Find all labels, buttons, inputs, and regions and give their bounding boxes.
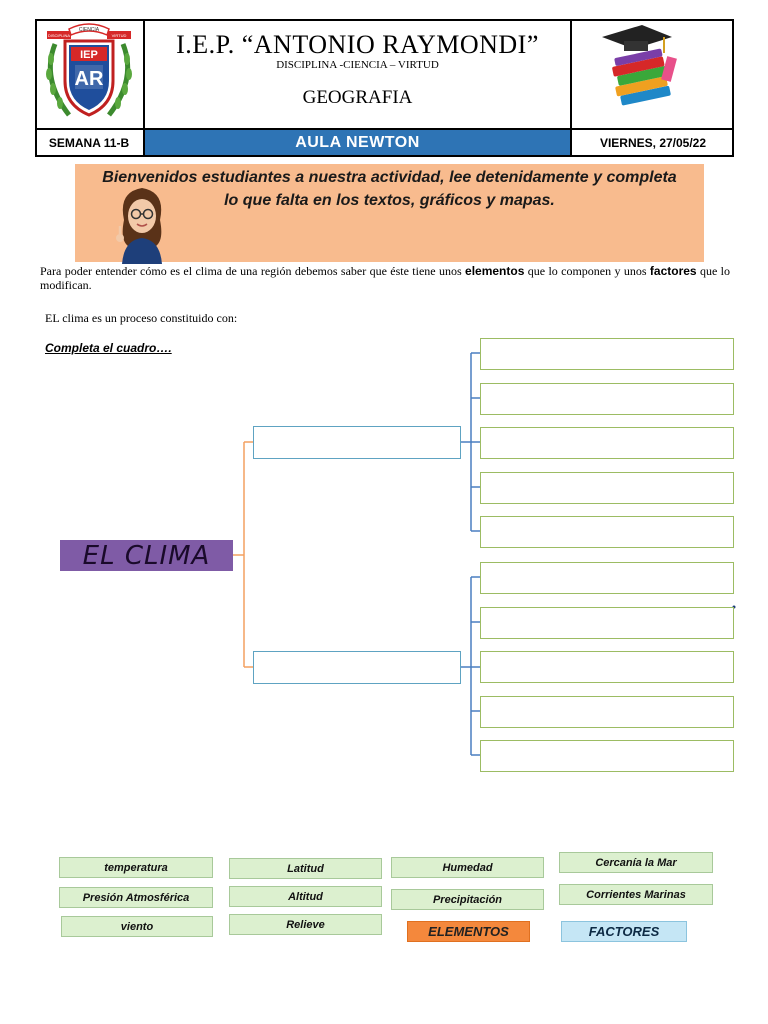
factor-answer-box-5[interactable] — [480, 740, 734, 772]
week-label: SEMANA 11-B — [35, 128, 145, 157]
factor-answer-box-1[interactable] — [480, 562, 734, 594]
elementos-label: ELEMENTOS — [407, 921, 530, 942]
word-chip[interactable]: Relieve — [229, 914, 382, 935]
subject-title: GEOGRAFIA — [302, 87, 413, 108]
factor-answer-box-4[interactable] — [480, 696, 734, 728]
word-chip[interactable]: Latitud — [229, 858, 382, 879]
word-chip[interactable]: Precipitación — [391, 889, 544, 910]
welcome-line-2: lo que falta en los textos, gráficos y mapas. — [224, 192, 555, 209]
word-chip[interactable]: viento — [61, 916, 213, 937]
climate-root-node: EL CLIMA — [60, 540, 233, 571]
word-chip[interactable]: temperatura — [59, 857, 213, 878]
factores-label: FACTORES — [561, 921, 687, 942]
school-motto: DISCIPLINA -CIENCIA – VIRTUD — [276, 59, 439, 71]
elemento-answer-box-4[interactable] — [480, 472, 734, 504]
svg-text:CIENCIA: CIENCIA — [78, 27, 100, 33]
word-chip[interactable]: Presión Atmosférica — [59, 887, 213, 908]
classroom-label: AULA NEWTON — [145, 130, 570, 155]
elementos-answer-box[interactable] — [253, 426, 461, 459]
factor-answer-box-3[interactable] — [480, 651, 734, 683]
keyword-elementos: elementos — [465, 264, 525, 278]
elemento-answer-box-2[interactable] — [480, 383, 734, 415]
word-chip[interactable]: Corrientes Marinas — [559, 884, 713, 905]
svg-text:DISCIPLINA: DISCIPLINA — [47, 33, 71, 38]
word-chip[interactable]: Humedad — [391, 857, 544, 878]
svg-text:IEP: IEP — [80, 49, 98, 61]
factores-answer-box[interactable] — [253, 651, 461, 684]
word-chip[interactable]: Altitud — [229, 886, 382, 907]
intro-paragraph: Para poder entender cómo es el clima de una región debemos saber que éste tiene unos elementos que lo componen y unos factores que lo modifican. — [40, 264, 730, 292]
factor-answer-box-2[interactable] — [480, 607, 734, 639]
svg-text:AR: AR — [74, 68, 104, 90]
elemento-answer-box-1[interactable] — [480, 338, 734, 370]
svg-text:VIRTUD: VIRTUD — [111, 33, 127, 38]
welcome-line-1: Bienvenidos estudiantes a nuestra actividad, lee detenidamente y completa — [102, 169, 677, 186]
keyword-factores: factores — [649, 264, 697, 278]
instruction-heading: Completa el cuadro…. — [45, 341, 172, 355]
date-label: VIERNES, 27/05/22 — [570, 128, 734, 157]
climate-subtitle: EL clima es un proceso constituido con: — [45, 311, 238, 325]
word-chip[interactable]: Cercanía la Mar — [559, 852, 713, 873]
elemento-answer-box-3[interactable] — [480, 427, 734, 459]
school-name: I.E.P. “ANTONIO RAYMONDI” — [176, 30, 539, 59]
elemento-answer-box-5[interactable] — [480, 516, 734, 548]
